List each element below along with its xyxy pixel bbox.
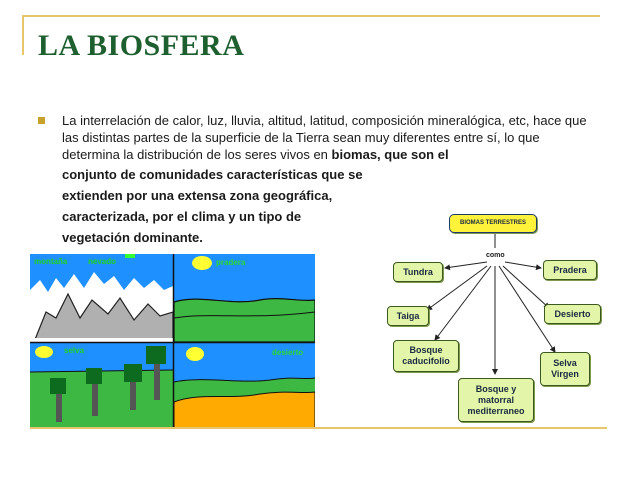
- node-bosque-matorral: [458, 378, 534, 422]
- label-montana: montaña: [34, 257, 68, 266]
- bullet-marker: [38, 117, 45, 124]
- prairie-panel: [174, 254, 315, 342]
- node-desierto: Desierto: [544, 304, 601, 324]
- node-bosque-matorral-line3: mediterraneo: [467, 405, 525, 416]
- node-bosque-caducifolio-line1: Bosque: [409, 345, 443, 355]
- bottom-rule: [30, 427, 607, 429]
- bold-line-2: conjunto de comunidades características que se: [62, 167, 363, 182]
- node-selva-virgen-line2: Virgen: [551, 369, 579, 379]
- node-tundra: Tundra: [393, 262, 443, 282]
- left-rule: [22, 15, 24, 55]
- node-selva-virgen: [540, 352, 590, 386]
- label-pradera: pradera: [216, 258, 246, 267]
- node-bosque-matorral-line1: Bosque y: [475, 383, 517, 394]
- connector-como: como: [486, 252, 505, 259]
- bold-line-5: vegetación dominante.: [62, 230, 203, 245]
- concept-map: [383, 208, 605, 426]
- intro-paragraph: [62, 112, 592, 163]
- root-node: BIOMAS TERRESTRES: [449, 214, 537, 233]
- node-bosque-caducifolio: [393, 340, 459, 372]
- label-desierto: desierto: [272, 348, 304, 357]
- mountain-panel: [30, 254, 173, 342]
- bold-line-4: caracterizada, por el clima y un tipo de: [62, 209, 302, 224]
- biome-illustration: [30, 254, 315, 428]
- jungle-panel: [30, 343, 173, 428]
- bold-line-1: biomas, que son el: [331, 147, 449, 162]
- node-pradera: Pradera: [543, 260, 597, 280]
- node-bosque-caducifolio-line2: caducifolio: [402, 356, 450, 366]
- node-selva-virgen-line1: Selva: [553, 358, 577, 368]
- node-bosque-matorral-line2: matorral: [477, 394, 514, 405]
- desert-panel: [174, 343, 315, 428]
- slide-title: LA BIOSFERA: [38, 29, 245, 62]
- label-nevado: nevado: [88, 257, 117, 266]
- node-taiga: Taiga: [387, 306, 429, 326]
- top-rule: [22, 15, 600, 17]
- bold-line-3: extienden por una extensa zona geográfica,: [62, 188, 333, 203]
- intro-text: La interrelación de calor, luz, lluvia, altitud, latitud, composición mineralógica, etc, hace que las distintas partes de la superficie de la Tierra sean muy diferentes entre sí, lo que determina la distribución de los seres vivos en: [62, 113, 587, 162]
- label-selva: selva: [64, 346, 85, 355]
